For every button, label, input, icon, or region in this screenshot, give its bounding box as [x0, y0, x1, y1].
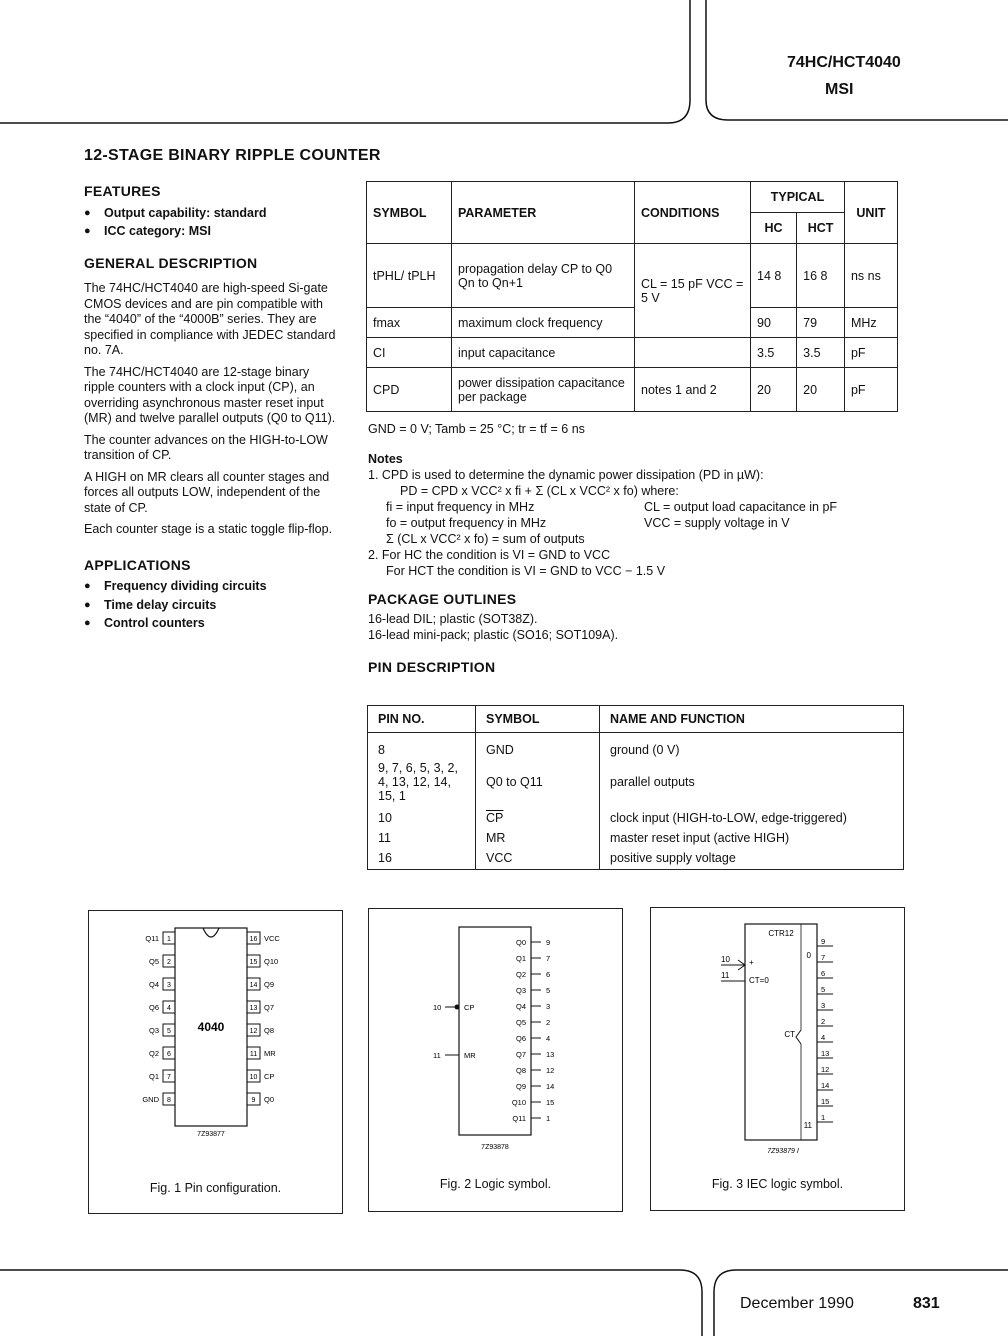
fig1-caption: Fig. 1 Pin configuration. — [149, 1181, 282, 1195]
col-typical: TYPICAL — [751, 182, 845, 213]
list-item: ● ICC category: MSI — [84, 224, 339, 240]
pin-name: Q9 — [264, 980, 275, 989]
list-item: ● Time delay circuits — [84, 598, 339, 614]
output-pin-number: 5 — [821, 985, 826, 994]
reset-pin-number: 11 — [721, 971, 730, 980]
table-row — [368, 847, 904, 870]
description-paragraph: The counter advances on the HIGH-to-LOW transition of CP. — [84, 432, 328, 462]
output-pin-number: 9 — [546, 938, 551, 947]
pin-name: Q8 — [264, 1026, 275, 1035]
cell: input capacitance — [452, 338, 635, 368]
col-conditions: CONDITIONS — [635, 182, 751, 244]
cell: fmax — [367, 308, 452, 338]
output-label: Q5 — [515, 1018, 526, 1027]
output-label: Q8 — [515, 1066, 526, 1075]
output-pin-number: 7 — [821, 953, 826, 962]
pin-name: Q6 — [148, 1003, 159, 1012]
cell: 90 — [751, 308, 797, 338]
cell: 11 — [368, 827, 476, 847]
cell: pF — [844, 338, 897, 368]
note-line: Σ (CL x VCC² x fo) = sum of outputs — [386, 532, 585, 546]
table-row — [367, 338, 898, 368]
pin-number: 13 — [249, 1005, 258, 1012]
pin-name: Q2 — [148, 1049, 159, 1058]
figure-code: 7Z93879 I — [767, 1148, 799, 1155]
output-pin-number: 14 — [821, 1081, 830, 1090]
pin-name: Q1 — [148, 1072, 159, 1081]
cell: 9, 7, 6, 5, 3, 2, 4, 13, 12, 14, 15, 1 — [368, 759, 476, 805]
output-pin-number: 12 — [546, 1066, 555, 1075]
note-line: CL = output load capacitance in pF — [644, 500, 838, 514]
list-item: ● Frequency dividing circuits — [84, 579, 339, 595]
col-name-function: NAME AND FUNCTION — [600, 706, 904, 733]
cell: MR — [476, 827, 600, 847]
output-pin-number: 3 — [821, 1001, 826, 1010]
note-line: 1. CPD is used to determine the dynamic power dissipation (PD in µW): — [368, 468, 764, 482]
package-line: 16-lead mini-pack; plastic (SO16; SOT109A). — [368, 628, 619, 642]
pin-description-table — [367, 705, 904, 870]
cell: 16 8 — [797, 244, 845, 308]
cell: $\overline{CP}$ — [476, 805, 600, 827]
output-label: Q11 — [512, 1114, 526, 1123]
characteristics-table — [366, 181, 898, 412]
output-pin-number: 15 — [821, 1097, 830, 1106]
col-unit: UNIT — [844, 182, 897, 244]
inversion-bubble — [455, 1005, 460, 1010]
table-row — [367, 368, 898, 412]
fig3-caption: Fig. 3 IEC logic symbol. — [711, 1177, 844, 1191]
cell: GND — [476, 733, 600, 760]
output-pin-number: 7 — [546, 954, 551, 963]
fig2-caption: Fig. 2 Logic symbol. — [439, 1177, 552, 1191]
cell: ground (0 V) — [600, 733, 904, 760]
pin-number: 2 — [167, 959, 171, 966]
cell: parallel outputs — [600, 759, 904, 805]
note-line: PD = CPD x VCC² x fi + Σ (CL x VCC² x fo) where: — [400, 484, 679, 498]
cell: 14 8 — [751, 244, 797, 308]
features-list — [84, 206, 339, 240]
pin-number: 11 — [249, 1051, 258, 1058]
output-pin-number: 6 — [546, 970, 551, 979]
cell: CL = 15 pF VCC = 5 V — [635, 244, 751, 338]
output-label: Q6 — [515, 1034, 526, 1043]
output-pin-number: 2 — [546, 1018, 551, 1027]
pin-number: 15 — [249, 959, 258, 966]
pin-number: 7 — [167, 1074, 171, 1081]
pin-number: 3 — [167, 982, 171, 989]
cell: 3.5 — [751, 338, 797, 368]
pin-number: 8 — [167, 1097, 171, 1104]
note-line: fo = output frequency in MHz — [386, 516, 547, 530]
cell: ns ns — [844, 244, 897, 308]
output-pin-number: 1 — [821, 1113, 826, 1122]
output-pin-number: 13 — [821, 1049, 830, 1058]
package-outlines-heading: PACKAGE OUTLINES — [368, 591, 517, 607]
output-pin-number: 5 — [546, 986, 551, 995]
page-title: 12-STAGE BINARY RIPPLE COUNTER — [84, 147, 381, 164]
last-bit-label: 11 — [803, 1121, 812, 1130]
note-line: VCC = supply voltage in V — [644, 516, 790, 530]
output-pin-number: 4 — [546, 1034, 551, 1043]
ct-label: CT — [784, 1030, 795, 1039]
output-pin-number: 12 — [821, 1065, 830, 1074]
features-heading: FEATURES — [84, 183, 161, 199]
table-row — [367, 244, 898, 308]
cell: CPD — [367, 368, 452, 412]
cell: pF — [844, 368, 897, 412]
pin-name: CP — [264, 1072, 275, 1081]
output-label: Q1 — [515, 954, 526, 963]
notes-heading: Notes — [368, 452, 403, 466]
note-line: For HCT the condition is VI = GND to VCC − 1.5 V — [386, 564, 666, 578]
pin-name: Q7 — [264, 1003, 275, 1012]
description-paragraph: A HIGH on MR clears all counter stages and forces all outputs LOW, independent of the state of CP. — [84, 469, 330, 515]
note-line: 2. For HC the condition is VI = GND to VCC — [368, 548, 611, 562]
output-label: Q10 — [511, 1098, 526, 1107]
figure-code: 7Z93878 — [481, 1144, 509, 1149]
family-label: MSI — [825, 81, 854, 98]
part-number: 74HC/HCT4040 — [787, 54, 901, 71]
input-label: CP — [464, 1003, 475, 1012]
general-description-heading: GENERAL DESCRIPTION — [84, 254, 258, 271]
output-pin-number: 14 — [546, 1082, 555, 1091]
pin-name: Q5 — [148, 957, 159, 966]
pin-name: Q4 — [148, 980, 159, 989]
chip-notch — [203, 928, 219, 937]
cell: Q0 to Q11 — [476, 759, 600, 805]
pin-number: 5 — [167, 1028, 171, 1035]
col-hct: HCT — [797, 213, 845, 244]
applications-heading: APPLICATIONS — [84, 556, 191, 573]
note-line: fi = input frequency in MHz — [386, 500, 535, 514]
input-label: MR — [464, 1051, 476, 1060]
output-pin-number: 9 — [821, 937, 826, 946]
package-line: 16-lead DIL; plastic (SOT38Z). — [368, 612, 538, 626]
ct-bracket — [796, 1030, 801, 1044]
output-label: Q4 — [515, 1002, 526, 1011]
output-label: Q3 — [515, 986, 526, 995]
output-label: Q7 — [515, 1050, 526, 1059]
output-pin-number: 2 — [821, 1017, 826, 1026]
pin-name: Q11 — [145, 934, 159, 943]
chip-label: 4040 — [197, 1020, 225, 1034]
cell: master reset input (active HIGH) — [600, 827, 904, 847]
cell: 20 — [751, 368, 797, 412]
output-label: Q9 — [515, 1082, 526, 1091]
cell: CI — [367, 338, 452, 368]
output-label: Q0 — [515, 938, 526, 947]
pin-number: 1 — [167, 936, 171, 943]
pin-name: VCC — [264, 934, 280, 943]
pin-name: Q3 — [148, 1026, 159, 1035]
fig1-pin-diagram — [89, 911, 342, 1151]
col-symbol: SYMBOL — [476, 706, 600, 733]
pin-number: 10 — [249, 1074, 258, 1081]
pin-name: MR — [264, 1049, 276, 1058]
table-row — [368, 827, 904, 847]
cell: 10 — [368, 805, 476, 827]
col-parameter: PARAMETER — [452, 182, 635, 244]
table-row — [368, 733, 904, 760]
output-pin-number: 4 — [821, 1033, 826, 1042]
output-label: Q2 — [515, 970, 526, 979]
plus-label: + — [749, 958, 754, 967]
cell: VCC — [476, 847, 600, 870]
output-pin-number: 3 — [546, 1002, 551, 1011]
cell: MHz — [844, 308, 897, 338]
ct0-label: CT=0 — [749, 976, 769, 985]
col-pin-no: PIN NO. — [368, 706, 476, 733]
cell: notes 1 and 2 — [635, 368, 751, 412]
list-item: ● Control counters — [84, 616, 339, 632]
table-row — [368, 805, 904, 827]
pin-number: 6 — [167, 1051, 171, 1058]
ctr-title: CTR12 — [768, 929, 794, 938]
fig1-box — [88, 910, 343, 1214]
fig2-logic-symbol — [369, 909, 622, 1149]
applications-list — [84, 579, 339, 632]
cell: clock input (HIGH-to-LOW, edge-triggered) — [600, 805, 904, 827]
input-pin-number: 10 — [433, 1003, 442, 1012]
pin-number: 16 — [249, 936, 258, 943]
left-column — [84, 184, 339, 648]
fig3-iec-symbol — [651, 908, 904, 1158]
table-row — [368, 759, 904, 805]
clock-pin-number: 10 — [721, 955, 730, 964]
pin-name: Q0 — [264, 1095, 275, 1104]
pin-number: 12 — [249, 1028, 258, 1035]
cell: 16 — [368, 847, 476, 870]
fig3-box — [650, 907, 905, 1211]
output-pin-number: 15 — [546, 1098, 555, 1107]
cell: maximum clock frequency — [452, 308, 635, 338]
col-hc: HC — [751, 213, 797, 244]
cell: propagation delay CP to Q0 Qn to Qn+1 — [452, 244, 635, 308]
cell: 79 — [797, 308, 845, 338]
table-row — [367, 308, 898, 338]
pin-number: 14 — [249, 982, 258, 989]
cell: power dissipation capacitance per package — [452, 368, 635, 412]
pin-name: Q10 — [264, 957, 279, 966]
page-number: 831 — [913, 1295, 940, 1312]
footer-date: December 1990 — [740, 1295, 854, 1312]
list-item: ● Output capability: standard — [84, 206, 339, 222]
cell: positive supply voltage — [600, 847, 904, 870]
description-paragraph: Each counter stage is a static toggle flip-flop. — [84, 522, 333, 536]
notes-block — [368, 421, 898, 675]
pin-number: 4 — [167, 1005, 171, 1012]
pin-name: GND — [142, 1095, 159, 1104]
pin-description-heading: PIN DESCRIPTION — [368, 659, 496, 675]
description-paragraph: The 74HC/HCT4040 are high-speed Si-gate CMOS devices and are pin compatible with the “4040” of the “4000B” series. They are specified in compliance with JEDEC standard no. 7A. — [84, 281, 336, 357]
col-symbol: SYMBOL — [367, 182, 452, 244]
output-pin-number: 1 — [546, 1114, 551, 1123]
figure-code: 7Z93877 — [197, 1131, 225, 1138]
fig2-box — [368, 908, 623, 1212]
first-bit-label: 0 — [806, 951, 811, 960]
cell: 3.5 — [797, 338, 845, 368]
cell — [635, 338, 751, 368]
pin-number: 9 — [251, 1097, 256, 1104]
table-footnote: GND = 0 V; Tamb = 25 °C; tr = tf = 6 ns — [368, 422, 585, 436]
input-pin-number: 11 — [433, 1051, 441, 1060]
cell: tPHL/ tPLH — [367, 244, 452, 308]
output-pin-number: 13 — [546, 1050, 555, 1059]
cell: 8 — [368, 733, 476, 760]
output-pin-number: 6 — [821, 969, 826, 978]
cell: 20 — [797, 368, 845, 412]
description-paragraph: The 74HC/HCT4040 are 12-stage binary ripple counters with a clock input (CP), an overriding asynchronous master reset input (MR) and twelve parallel outputs (Q0 to Q11). — [84, 364, 336, 425]
